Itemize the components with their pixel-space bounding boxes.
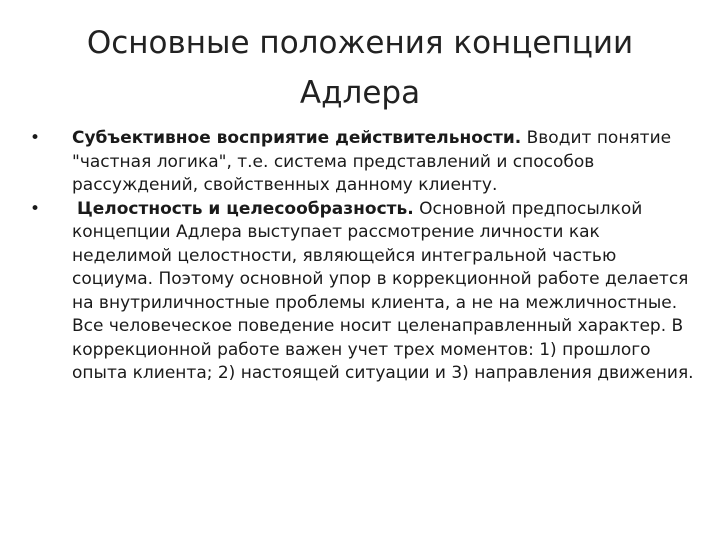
bullet-term: Целостность и целесообразность. — [77, 198, 414, 219]
bullet-text: Основной предпосылкой концепции Адлера выступает рассмотрение личности как неделимой целостности, являющейся интегральной частью социума. Поэтому основной упор в коррекционной работе делается на внутриличностные проблемы клиента, а не на межличностные. Все человеческое поведение носит целенаправленный характер. В коррекционной работе важен учет трех моментов: 1) прошлого опыта клиента; 2) настоящей ситуации и 3) направления движения. — [72, 198, 694, 383]
bullet-icon: • — [30, 128, 41, 148]
slide-title: Основные положения концепции Адлера — [86, 25, 634, 111]
bullet-item — [30, 127, 698, 198]
bullet-icon: • — [30, 198, 41, 219]
bullet-item — [30, 198, 698, 386]
bullet-term: Субъективное восприятие действительности. — [72, 128, 522, 148]
bullet-list — [30, 127, 698, 386]
bullet-text: Вводит понятие "частная логика", т.е. система представлений и способов рассуждений, свойственных данному клиенту. — [72, 128, 672, 195]
